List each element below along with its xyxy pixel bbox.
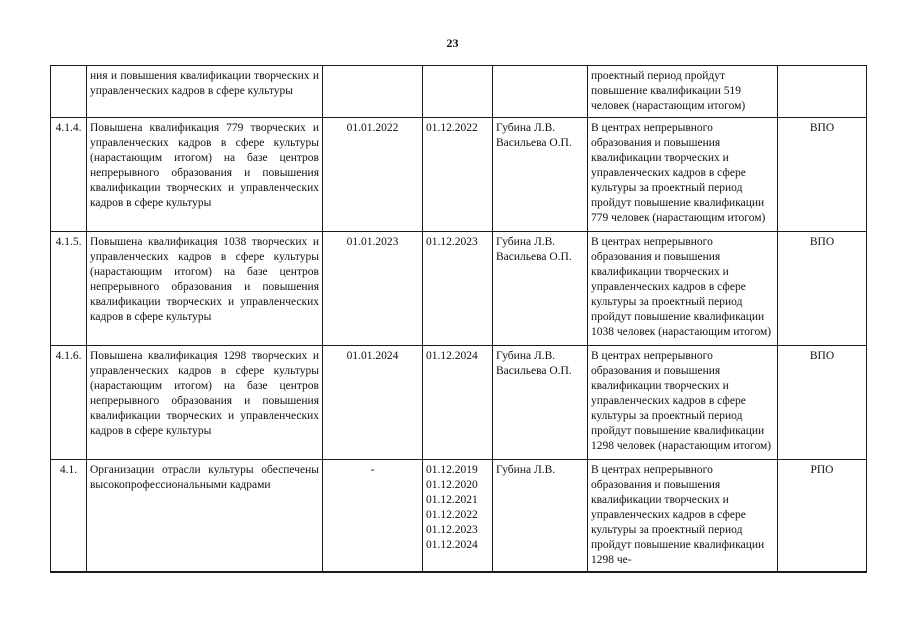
- end-date-cell: [423, 66, 493, 118]
- project-plan-table: [50, 65, 867, 573]
- start-date-cell: -: [323, 460, 423, 573]
- task-name-cell: Повышена квалификация 779 творческих и управленческих кадров в сфере культуры (нарастающим итогом) на базе центров непрерывного образования и повышения квалификации творческих и управленческих кадров в сфере культуры: [87, 118, 323, 232]
- result-cell: В центрах непрерывного образования и повышения квалификации творческих и управленческих кадров в сфере культуры за проектный период пройдут повышение квалификации 1038 человек (нарастающим итогом): [588, 232, 778, 346]
- end-date-cell: 01.12.2022: [423, 118, 493, 232]
- row-number-cell: 4.1.: [51, 460, 87, 573]
- document-type-cell: ВПО: [778, 118, 867, 232]
- responsible-cell: Губина Л.В. Васильева О.П.: [493, 232, 588, 346]
- page-number: 23: [446, 36, 459, 50]
- table-row: [51, 118, 867, 232]
- result-cell: В центрах непрерывного образования и повышения квалификации творческих и управленческих кадров в сфере культуры за проектный период пройдут повышение квалификации 1298 человек (нарастающим итогом): [588, 346, 778, 460]
- task-name-cell: Организации отрасли культуры обеспечены высокопрофессиональными кадрами: [87, 460, 323, 573]
- result-cell: В центрах непрерывного образования и повышения квалификации творческих и управленческих кадров в сфере культуры за проектный период пройдут повышение квалификации 1298 че-: [588, 460, 778, 573]
- document-type-cell: ВПО: [778, 346, 867, 460]
- start-date-cell: 01.01.2023: [323, 232, 423, 346]
- task-name-cell: ния и повышения квалификации творческих и управленческих кадров в сфере культуры: [87, 66, 323, 118]
- task-name-cell: Повышена квалификация 1038 творческих и управленческих кадров в сфере культуры (нарастающим итогом) на базе центров непрерывного образования и повышения квалификации творческих и управленческих кадров в сфере культуры: [87, 232, 323, 346]
- row-number-cell: 4.1.4.: [51, 118, 87, 232]
- table-row: [51, 460, 867, 573]
- end-date-cell: 01.12.2024: [423, 346, 493, 460]
- start-date-cell: 01.01.2024: [323, 346, 423, 460]
- responsible-cell: Губина Л.В. Васильева О.П.: [493, 118, 588, 232]
- row-number-cell: 4.1.6.: [51, 346, 87, 460]
- table-row: [51, 346, 867, 460]
- row-number-cell: 4.1.5.: [51, 232, 87, 346]
- result-cell: проектный период пройдут повышение квалификации 519 человек (нарастающим итогом): [588, 66, 778, 118]
- table-row: [51, 232, 867, 346]
- document-type-cell: ВПО: [778, 232, 867, 346]
- responsible-cell: [493, 66, 588, 118]
- end-date-cell: 01.12.2019 01.12.2020 01.12.2021 01.12.2022 01.12.2023 01.12.2024: [423, 460, 493, 573]
- table-row: [51, 66, 867, 118]
- responsible-cell: Губина Л.В.: [493, 460, 588, 573]
- document-type-cell: РПО: [778, 460, 867, 573]
- result-cell: В центрах непрерывного образования и повышения квалификации творческих и управленческих кадров в сфере культуры за проектный период пройдут повышение квалификации 779 человек (нарастающим итогом): [588, 118, 778, 232]
- row-number-cell: [51, 66, 87, 118]
- task-name-cell: Повышена квалификация 1298 творческих и управленческих кадров в сфере культуры (нарастающим итогом) на базе центров непрерывного образования и повышения квалификации творческих и управленческих кадров в сфере культуры: [87, 346, 323, 460]
- responsible-cell: Губина Л.В. Васильева О.П.: [493, 346, 588, 460]
- end-date-cell: 01.12.2023: [423, 232, 493, 346]
- start-date-cell: [323, 66, 423, 118]
- start-date-cell: 01.01.2022: [323, 118, 423, 232]
- document-type-cell: [778, 66, 867, 118]
